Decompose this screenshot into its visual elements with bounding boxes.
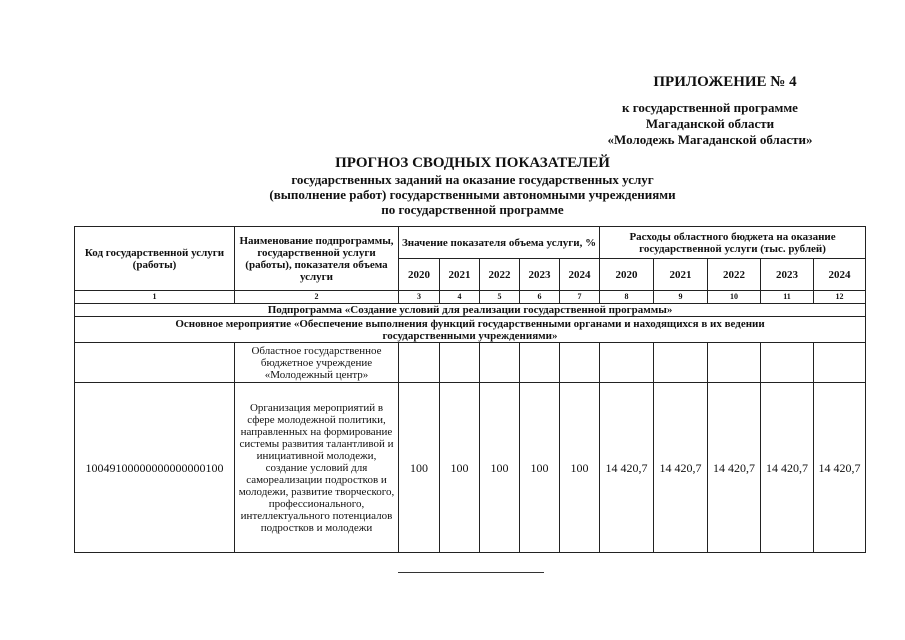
column-number: 1 [75,291,235,304]
column-number: 11 [761,291,814,304]
column-number: 3 [399,291,440,304]
column-number: 2 [235,291,399,304]
indicators-table [74,226,866,553]
indicator-value: 100 [440,383,480,553]
document-title: ПРОГНОЗ СВОДНЫХ ПОКАЗАТЕЛЕЙ [335,155,610,171]
heading-line: государственных заданий на оказание государственных услуг [291,172,654,187]
expense-value: 14 420,7 [761,383,814,553]
column-number: 10 [708,291,761,304]
heading-line: по государственной программе [381,202,564,217]
column-number: 9 [654,291,708,304]
header-year: 2023 [520,259,560,291]
indicator-value: 100 [520,383,560,553]
empty-cell [654,343,708,383]
empty-cell [399,343,440,383]
footer-divider [398,572,544,573]
table-row [75,383,866,553]
empty-cell [600,343,654,383]
header-year: 2023 [761,259,814,291]
header-expenses: Расходы областного бюджета на оказание государственной услуги (тыс. рублей) [600,227,866,259]
header-code: Код государственной услуги (работы) [75,227,235,291]
empty-cell [708,343,761,383]
indicator-value: 100 [399,383,440,553]
header-name: Наименование подпрограммы, государственной услуги (работы), показателя объема услуги [235,227,399,291]
expense-value: 14 420,7 [600,383,654,553]
empty-cell [560,343,600,383]
subprogram-row [75,304,866,317]
appendix-line: «Молодежь Магаданской области» [607,132,813,147]
appendix-title: ПРИЛОЖЕНИЕ № 4 [653,74,797,90]
column-number: 6 [520,291,560,304]
column-number: 12 [814,291,866,304]
empty-cell [761,343,814,383]
header-year: 2020 [399,259,440,291]
expense-value: 14 420,7 [654,383,708,553]
appendix-block [560,74,860,148]
header-year: 2022 [708,259,761,291]
heading-line: (выполнение работ) государственными автономными учреждениями [269,187,676,202]
header-year: 2022 [480,259,520,291]
empty-cell [520,343,560,383]
institution-row [75,343,866,383]
main-event-title: Основное мероприятие «Обеспечение выполнения функций государственными органами и находящихся в их ведении государственными учреждениями» [75,317,866,343]
header-year: 2024 [814,259,866,291]
empty-cell [75,343,235,383]
institution-name: Областное государственное бюджетное учреждение «Молодежный центр» [235,343,399,383]
column-number: 8 [600,291,654,304]
column-number: 4 [440,291,480,304]
service-code: 10049100000000000000100 [75,383,235,553]
appendix-line: Магаданской области [645,116,775,131]
header-indicator: Значение показателя объема услуги, % [399,227,600,259]
appendix-line: к государственной программе [622,100,798,115]
subprogram-title: Подпрограмма «Создание условий для реализации государственной программы» [75,304,866,317]
indicator-value: 100 [560,383,600,553]
column-number: 7 [560,291,600,304]
header-year: 2021 [440,259,480,291]
empty-cell [814,343,866,383]
column-numbers-row [75,291,866,304]
header-row [75,227,866,259]
main-event-row [75,317,866,343]
header-year: 2021 [654,259,708,291]
header-year: 2020 [600,259,654,291]
document-heading [200,154,745,217]
empty-cell [440,343,480,383]
expense-value: 14 420,7 [814,383,866,553]
expense-value: 14 420,7 [708,383,761,553]
service-name: Организация мероприятий в сфере молодежной политики, направленных на формирование системы развития талантливой и инициативной молодежи, создание условий для самореализации подростков и молодежи, развитие творческого, профессионального, интеллектуального потенциалов подростков и молодежи [235,383,399,553]
indicator-value: 100 [480,383,520,553]
empty-cell [480,343,520,383]
header-year: 2024 [560,259,600,291]
column-number: 5 [480,291,520,304]
